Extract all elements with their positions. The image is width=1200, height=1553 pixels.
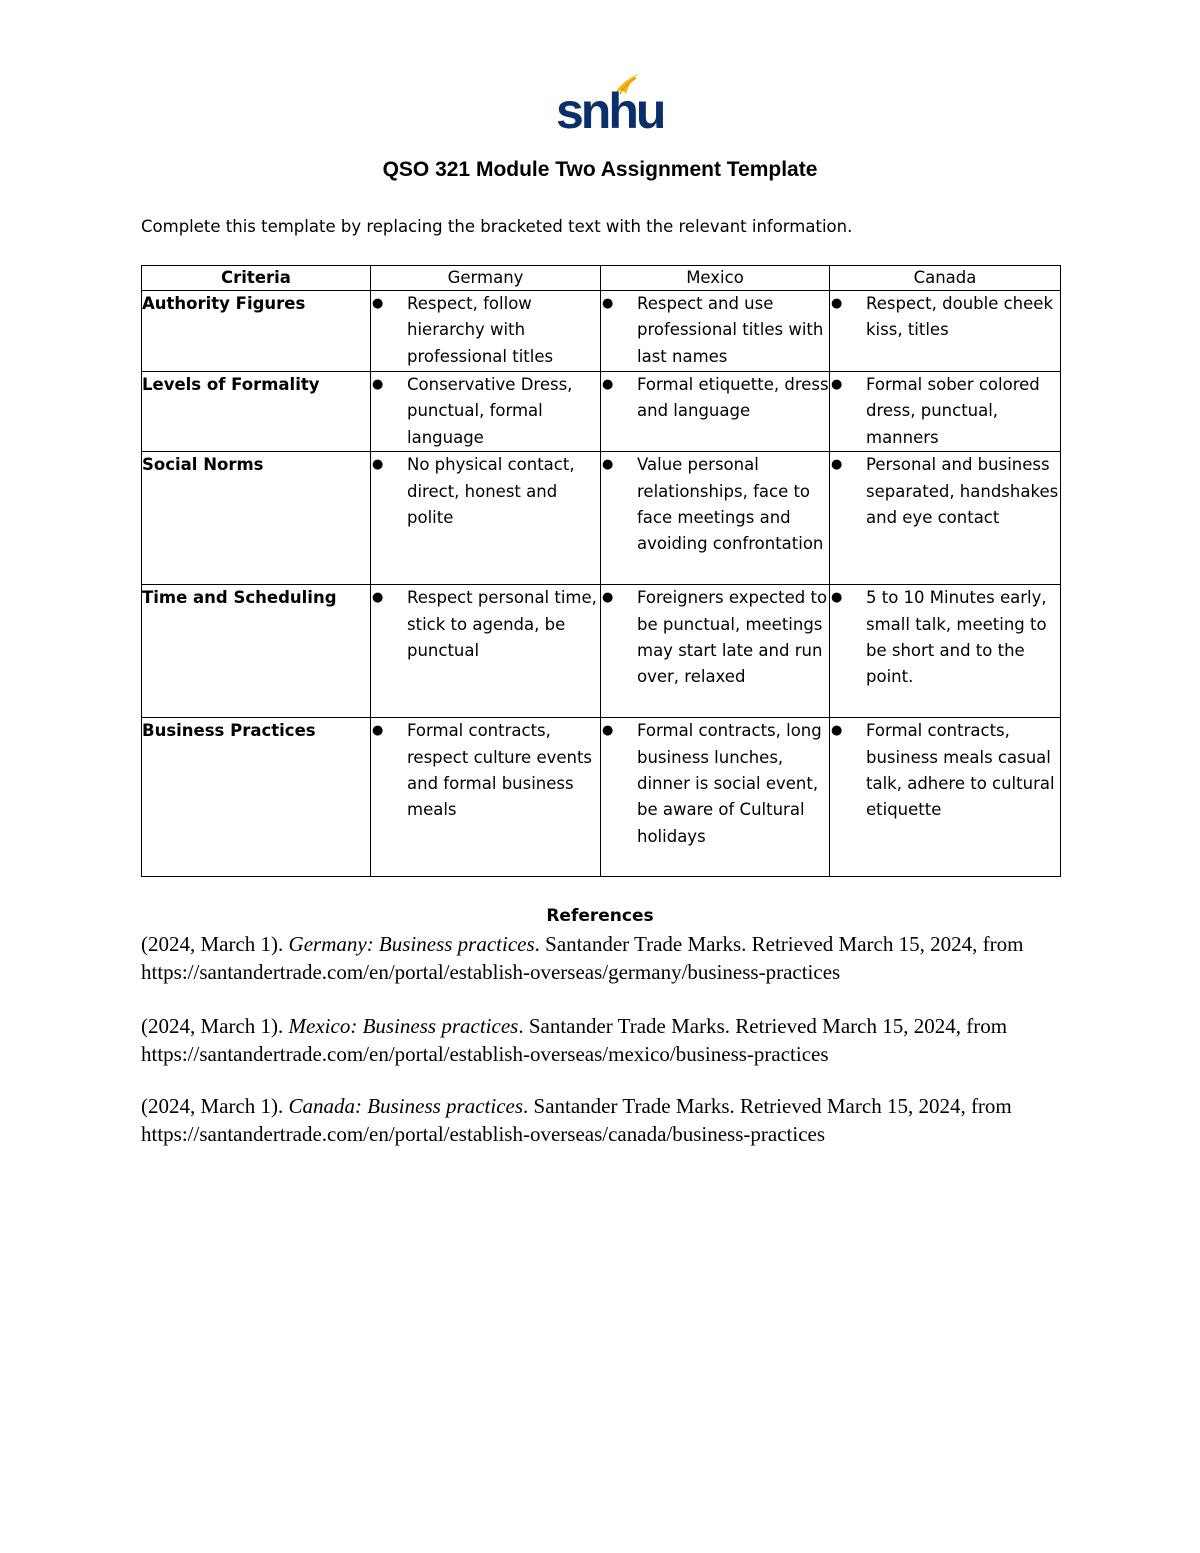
reference-source: . Santander Trade Marks. Retrieved March 15, 2024, from https://santandertrade.com/en/portal/establish-overseas/canada/business-practices (141, 1094, 1012, 1146)
bullet-icon: ● (602, 590, 614, 606)
cell-text: Formal sober colored dress, punctual, manners (866, 375, 1040, 447)
table-cell (830, 452, 1061, 585)
cell-text: 5 to 10 Minutes early, small talk, meeting to be short and to the point. (866, 588, 1047, 687)
row-criteria-label: Social Norms (142, 452, 371, 585)
table-cell (371, 585, 601, 718)
table-cell (830, 718, 1061, 877)
bullet-icon: ● (831, 723, 843, 739)
header-germany: Germany (371, 266, 601, 291)
bullet-icon: ● (372, 723, 384, 739)
reference-entry-canada (141, 1092, 1061, 1148)
cell-text: Respect personal time, stick to agenda, be punctual (407, 588, 597, 661)
reference-source: . Santander Trade Marks. Retrieved March 15, 2024, from https://santandertrade.com/en/portal/establish-overseas/germany/business-practices (141, 932, 1024, 984)
bullet-icon: ● (602, 377, 614, 392)
header-mexico: Mexico (601, 266, 830, 291)
reference-entry-mexico (141, 1012, 1061, 1068)
cell-text: Value personal relationships, face to face meetings and avoiding confrontation (637, 455, 824, 554)
table-cell (601, 718, 830, 877)
row-criteria-label: Business Practices (142, 718, 371, 877)
cell-text: Respect and use professional titles with last names (637, 294, 824, 366)
row-criteria-label: Time and Scheduling (142, 585, 371, 718)
bullet-icon: ● (831, 457, 843, 473)
table-cell (830, 291, 1061, 372)
table-cell (830, 372, 1061, 452)
bullet-icon: ● (602, 457, 614, 473)
intro-text: Complete this template by replacing the bracketed text with the relevant information. (141, 217, 853, 236)
logo-wordmark: snhu (556, 83, 664, 139)
table-cell (830, 585, 1061, 718)
criteria-table (141, 265, 1061, 877)
table-row (142, 291, 1061, 372)
table-row (142, 718, 1061, 877)
cell-text: Personal and business separated, handshakes and eye contact (866, 455, 1059, 528)
table-row (142, 452, 1061, 585)
reference-source: . Santander Trade Marks. Retrieved March 15, 2024, from https://santandertrade.com/en/portal/establish-overseas/mexico/business-practices (141, 1014, 1008, 1066)
table-cell (601, 372, 830, 452)
table-cell (371, 291, 601, 372)
bullet-icon: ● (372, 377, 384, 392)
reference-date: (2024, March 1). (141, 1014, 289, 1038)
cell-text: Respect, double cheek kiss, titles (866, 294, 1053, 340)
table-cell (601, 585, 830, 718)
cell-text: Formal contracts, long business lunches, dinner is social event, be aware of Cultural holidays (637, 721, 822, 846)
table-cell (371, 718, 601, 877)
bullet-icon: ● (831, 590, 843, 606)
reference-title: Canada: Business practices (288, 1094, 524, 1118)
reference-title: Mexico: Business practices (288, 1014, 519, 1038)
reference-date: (2024, March 1). (141, 1094, 289, 1118)
table-cell (371, 452, 601, 585)
bullet-icon: ● (372, 296, 384, 311)
bullet-icon: ● (602, 723, 614, 739)
bullet-icon: ● (602, 296, 614, 311)
table-cell (371, 372, 601, 452)
snhu-logo (550, 72, 664, 139)
bullet-icon: ● (831, 377, 843, 392)
cell-text: Formal contracts, respect culture events and formal business meals (407, 721, 593, 820)
header-criteria: Criteria (142, 266, 371, 291)
page-title: QSO 321 Module Two Assignment Template (382, 158, 818, 181)
bullet-icon: ● (831, 296, 843, 311)
cell-text: No physical contact, direct, honest and polite (407, 455, 575, 528)
table-header-row (142, 266, 1061, 291)
reference-title: Germany: Business practices (288, 932, 535, 956)
cell-text: Respect, follow hierarchy with professional titles (407, 294, 554, 366)
cell-text: Conservative Dress, punctual, formal language (407, 375, 573, 447)
reference-entry-germany (141, 930, 1061, 986)
row-criteria-label: Authority Figures (142, 291, 371, 372)
bullet-icon: ● (372, 457, 384, 473)
row-criteria-label: Levels of Formality (142, 372, 371, 452)
cell-text: Foreigners expected to be punctual, meetings may start late and run over, relaxed (637, 588, 828, 687)
cell-text: Formal etiquette, dress and language (637, 375, 829, 421)
bullet-icon: ● (372, 590, 384, 606)
table-cell (601, 291, 830, 372)
table-row (142, 585, 1061, 718)
table-cell (601, 452, 830, 585)
header-canada: Canada (830, 266, 1061, 291)
cell-text: Formal contracts, business meals casual talk, adhere to cultural etiquette (866, 721, 1055, 820)
references-heading: References (546, 906, 654, 926)
table-row (142, 372, 1061, 452)
reference-date: (2024, March 1). (141, 932, 289, 956)
